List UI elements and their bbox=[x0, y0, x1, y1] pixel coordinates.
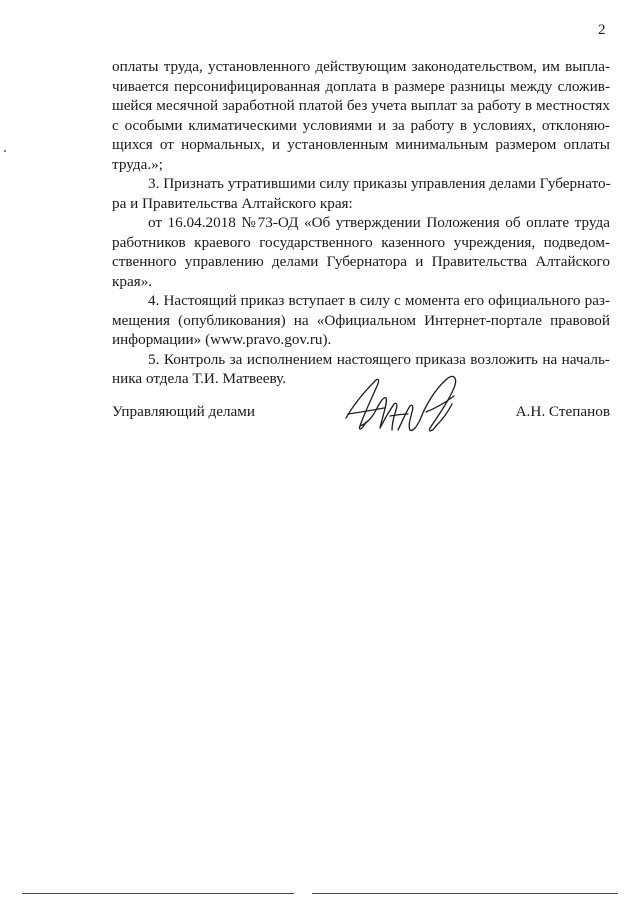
page-number: 2 bbox=[598, 22, 606, 38]
text-line: от 16.04.2018 №73-ОД «Об утверждении Положения об оплате труда bbox=[148, 214, 610, 231]
footer-rule-right bbox=[312, 893, 618, 894]
text-line: чивается персонифицированная доплата в размере разницы между сложив- bbox=[112, 77, 610, 95]
paragraph-item-3 bbox=[112, 174, 610, 213]
text-line: мещения (опубликования) на «Официальном Интернет-портале правовой bbox=[112, 311, 610, 329]
text-line: шейся месячной заработной платой без учета выплат за работу в местностях bbox=[112, 97, 610, 114]
text-line: с особыми климатическими условиями и за работу в условиях, отклоняю- bbox=[112, 116, 610, 134]
text-line: 4. Настоящий приказ вступает в силу с момента его официального раз- bbox=[148, 292, 610, 309]
text-line: оплаты труда, установленного действующим законодательством, им выпла- bbox=[112, 58, 610, 75]
paragraph-repealed-order bbox=[112, 213, 610, 291]
paragraph-continuation bbox=[112, 57, 610, 174]
text-line: ственного управлению делами Губернатора и Правительства Алтайского bbox=[112, 253, 610, 270]
stray-mark bbox=[4, 150, 6, 152]
text-line: края». bbox=[112, 272, 153, 290]
handwritten-signature bbox=[340, 374, 468, 436]
text-line: ника отдела Т.И. Матвееву. bbox=[112, 370, 287, 387]
text-line: труда.»; bbox=[112, 155, 163, 173]
signer-title: Управляющий делами bbox=[112, 403, 256, 420]
text-line: информации» (www.pravo.gov.ru). bbox=[112, 331, 332, 348]
text-line: щихся от нормальных, и установленным минимальным размером оплаты bbox=[112, 136, 610, 153]
text-line: работников краевого государственного казенного учреждения, подведом- bbox=[112, 233, 610, 251]
text-line: 3. Признать утратившими силу приказы управления делами Губернато- bbox=[148, 175, 611, 192]
paragraph-item-4 bbox=[112, 291, 610, 350]
text-line: 5. Контроль за исполнением настоящего приказа возложить на началь- bbox=[148, 350, 610, 368]
document-body bbox=[112, 57, 610, 389]
text-line: ра и Правительства Алтайского края: bbox=[112, 194, 353, 212]
signer-name: А.Н. Степанов bbox=[515, 403, 610, 420]
footer-rule-left bbox=[22, 893, 294, 894]
